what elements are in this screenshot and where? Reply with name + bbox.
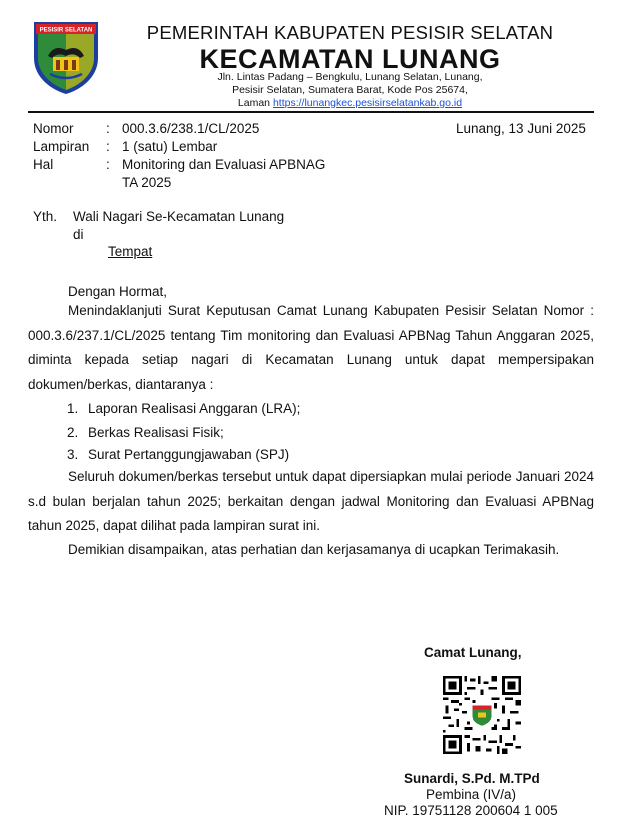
paragraph-1-line-3: diminta kepada setiap nagari di Kecamatan Lunang untuk dapat mempersipakan bbox=[28, 352, 594, 367]
qr-code-signature bbox=[443, 676, 521, 754]
paragraph-2-line-2: s.d bulan berjalan tahun 2025; berkaitan dengan jadwal Monitoring dan Evaluasi APBNag bbox=[28, 493, 594, 509]
logo-banner-text: PESISIR SELATAN bbox=[39, 27, 93, 34]
list-num-3: 3. bbox=[67, 447, 79, 462]
address-line-3 bbox=[110, 97, 590, 110]
government-name: PEMERINTAH KABUPATEN PESISIR SELATAN bbox=[146, 22, 554, 43]
lampiran-label: Lampiran bbox=[33, 139, 90, 154]
nomor-colon: : bbox=[106, 121, 110, 136]
paragraph-2-line-1: Seluruh dokumen/berkas tersebut untuk dapat dipersiapkan mulai periode Januari 2024 bbox=[68, 469, 594, 484]
signatory-title: Camat Lunang, bbox=[424, 645, 522, 660]
list-num-1: 1. bbox=[67, 401, 79, 416]
lampiran-value: 1 (satu) Lembar bbox=[122, 139, 218, 154]
hal-value-line-2: TA 2025 bbox=[122, 175, 172, 190]
regency-logo bbox=[30, 18, 102, 96]
recipient-name: Wali Nagari Se-Kecamatan Lunang bbox=[73, 209, 285, 224]
nomor-label: Nomor bbox=[33, 121, 74, 136]
hal-value-line-1: Monitoring dan Evaluasi APBNAG bbox=[122, 157, 326, 172]
hal-label: Hal bbox=[33, 157, 54, 172]
hal-colon: : bbox=[106, 157, 110, 172]
nomor-value: 000.3.6/238.1/CL/2025 bbox=[122, 121, 260, 136]
website-link[interactable]: https://lunangkec.pesisirselatankab.go.id bbox=[272, 97, 463, 109]
office-name: KECAMATAN LUNANG bbox=[199, 44, 501, 74]
paragraph-2-line-3: tahun 2025, dapat dilihat pada lampiran surat ini. bbox=[28, 518, 320, 533]
place-date: Lunang, 13 Juni 2025 bbox=[456, 121, 586, 136]
recipient-tempat: Tempat bbox=[108, 244, 153, 259]
list-item-3: Surat Pertanggungjawaban (SPJ) bbox=[88, 447, 290, 462]
lampiran-colon: : bbox=[106, 139, 110, 154]
letterhead-rule bbox=[28, 111, 594, 113]
signatory-nip: NIP. 19751128 200604 1 005 bbox=[384, 803, 558, 818]
yth-label: Yth. bbox=[33, 209, 58, 224]
paragraph-1-line-4: dokumen/berkas, diantaranya : bbox=[28, 376, 214, 392]
paragraph-1-line-2: 000.3.6/237.1/CL/2025 tentang Tim monitoring dan Evaluasi APBNag Tahun Anggaran 2025, bbox=[28, 327, 594, 343]
address-line-1: Jln. Lintas Padang – Bengkulu, Lunang Selatan, Lunang, bbox=[217, 71, 483, 83]
recipient-di: di bbox=[73, 227, 84, 242]
closing-sentence: Demikian disampaikan, atas perhatian dan kerjasamanya di ucapkan Terimakasih. bbox=[68, 542, 560, 557]
greeting: Dengan Hormat, bbox=[68, 284, 168, 299]
paragraph-1 bbox=[28, 299, 594, 397]
address-prefix: Laman bbox=[237, 97, 273, 109]
address-line-2: Pesisir Selatan, Sumatera Barat, Kode Pos 25674, bbox=[232, 84, 468, 96]
signatory-name: Sunardi, S.Pd. M.TPd bbox=[404, 771, 540, 786]
list-item-2: Berkas Realisasi Fisik; bbox=[88, 425, 224, 440]
list-num-2: 2. bbox=[67, 425, 79, 440]
list-item-1: Laporan Realisasi Anggaran (LRA); bbox=[88, 401, 301, 416]
paragraph-2 bbox=[28, 465, 594, 539]
paragraph-1-line-1: Menindaklanjuti Surat Keputusan Camat Lunang Kabupaten Pesisir Selatan Nomor : bbox=[68, 303, 594, 318]
signatory-rank: Pembina (IV/a) bbox=[426, 787, 517, 802]
